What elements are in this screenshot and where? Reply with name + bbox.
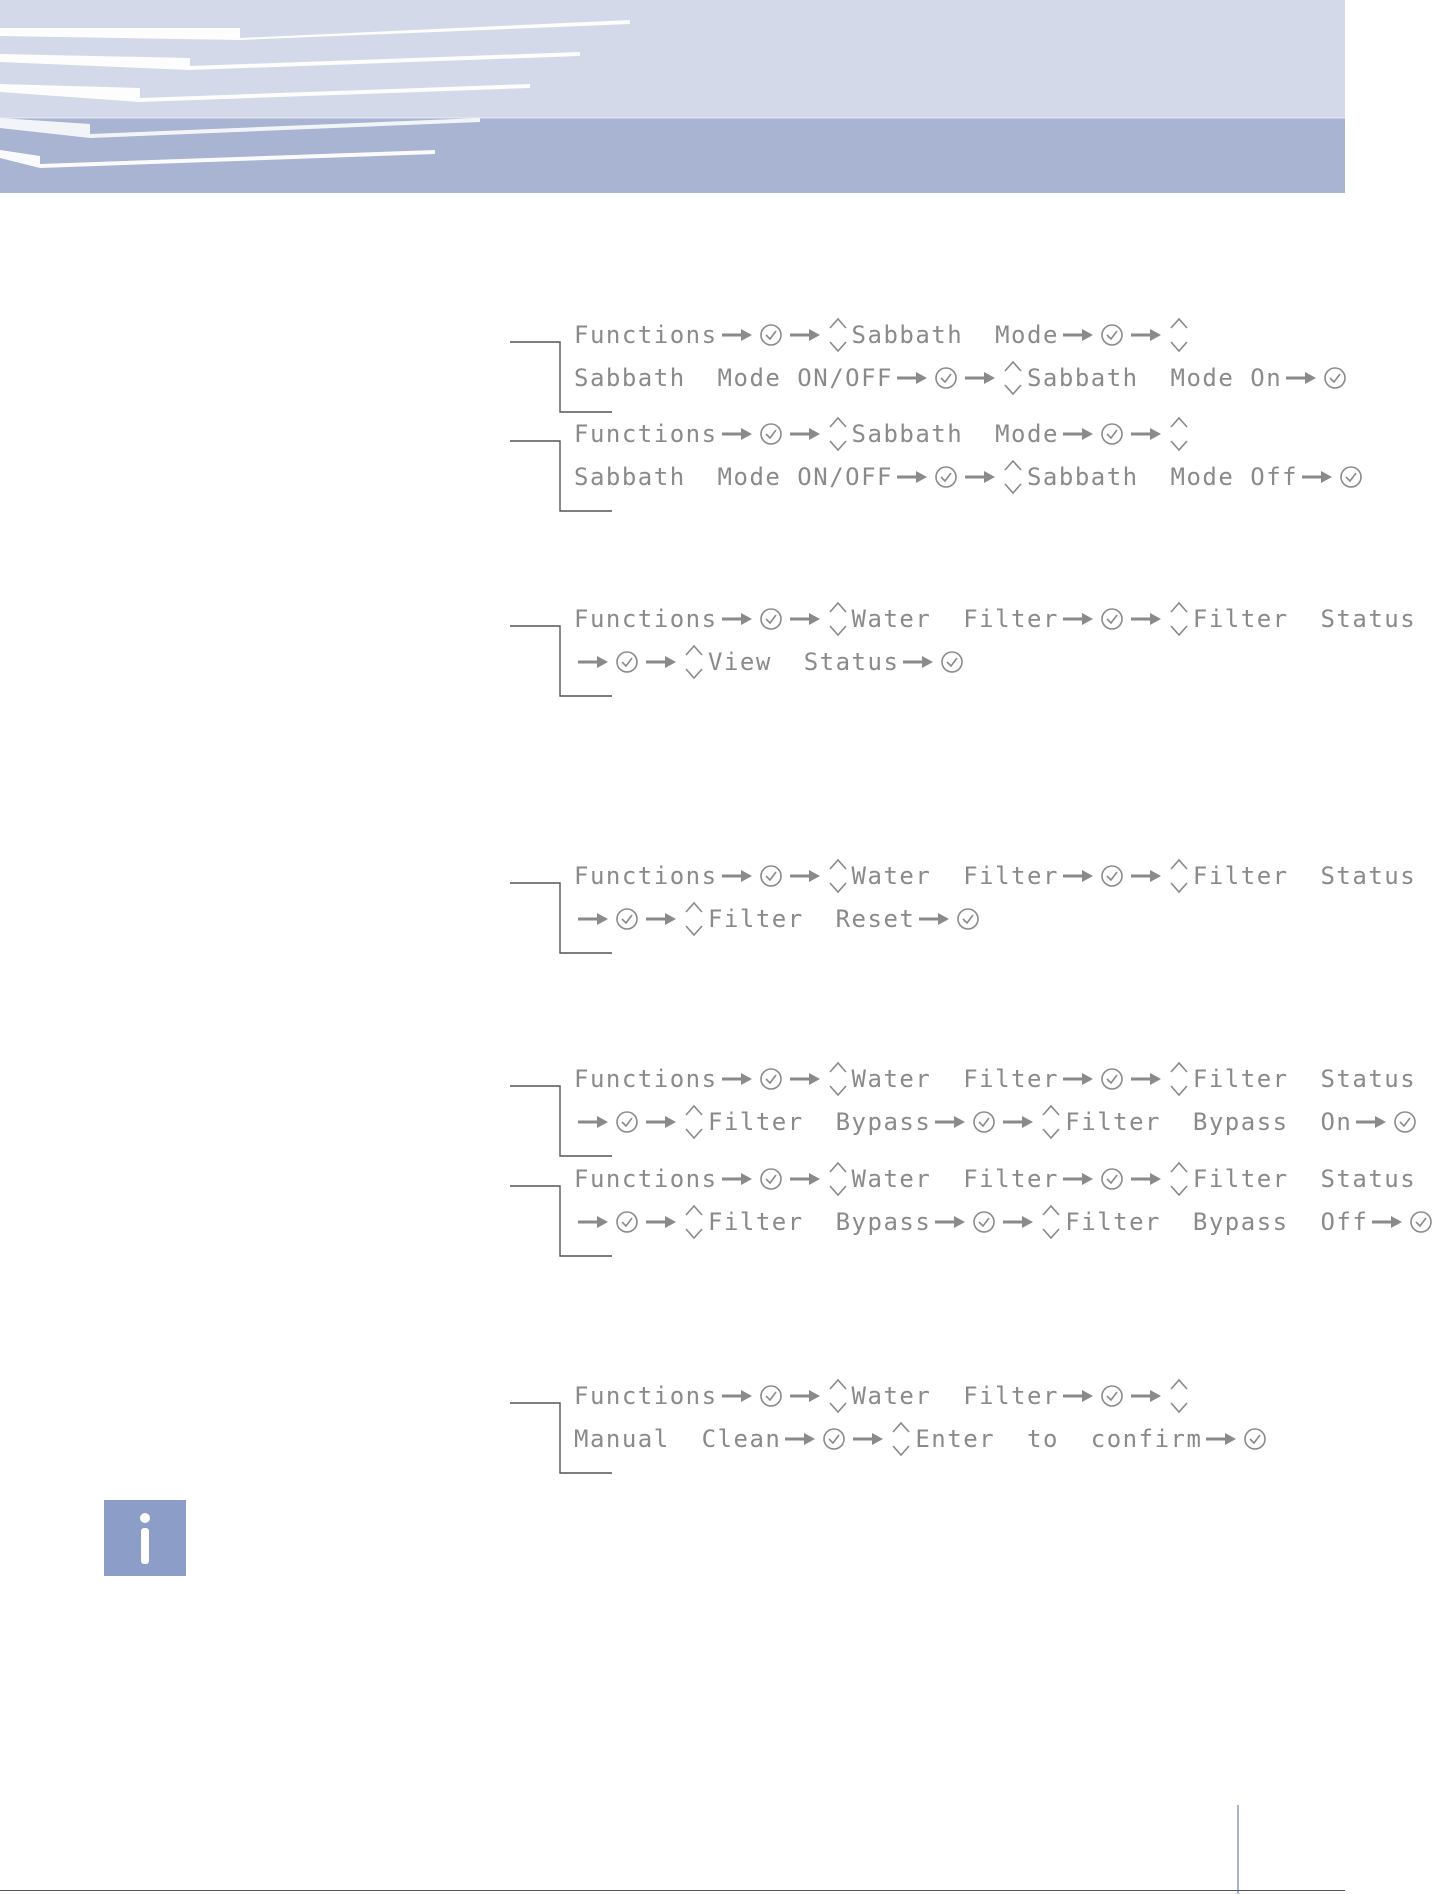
up-down-chevron-icon (1169, 599, 1189, 639)
check-circle-icon (822, 1427, 846, 1451)
up-down-chevron-icon (828, 599, 848, 639)
menu-step-label: Sabbath Mode On (1026, 364, 1283, 392)
instruction-line (574, 649, 967, 675)
arrow-right-icon (645, 655, 677, 669)
arrow-right-icon (1062, 1172, 1094, 1186)
up-down-chevron-icon (684, 642, 704, 682)
instruction-block (510, 407, 1310, 517)
arrow-right-icon (577, 912, 609, 926)
check-circle-icon (759, 422, 783, 446)
instruction-line (574, 863, 1416, 889)
arrow-right-icon (918, 912, 950, 926)
menu-step-label: Functions (574, 1382, 718, 1410)
menu-step-label: Filter Status (1192, 862, 1417, 890)
check-circle-icon (615, 1110, 639, 1134)
check-circle-icon (615, 907, 639, 931)
instruction-block (510, 1152, 1417, 1262)
check-circle-icon (1100, 323, 1124, 347)
arrow-right-icon (852, 1432, 884, 1446)
menu-step-label: Filter Status (1192, 605, 1417, 633)
arrow-right-icon (721, 427, 753, 441)
menu-step-label: Functions (574, 420, 718, 448)
arrow-right-icon (577, 1215, 609, 1229)
up-down-chevron-icon (1041, 1102, 1061, 1142)
menu-step-label: Functions (574, 1065, 718, 1093)
menu-step-label: Filter Bypass (708, 1208, 932, 1236)
arrow-right-icon (577, 655, 609, 669)
arrow-right-icon (1130, 427, 1162, 441)
check-circle-icon (1243, 1427, 1267, 1451)
menu-step-label: Functions (574, 1165, 718, 1193)
menu-step-label: Sabbath Mode Off (1026, 463, 1299, 491)
check-circle-icon (972, 1110, 996, 1134)
arrow-right-icon (1371, 1215, 1403, 1229)
arrow-right-icon (721, 1172, 753, 1186)
check-circle-icon (956, 907, 980, 931)
check-circle-icon (759, 864, 783, 888)
arrow-right-icon (789, 1172, 821, 1186)
check-circle-icon (1100, 1384, 1124, 1408)
up-down-chevron-icon (828, 1376, 848, 1416)
arrow-right-icon (1002, 1215, 1034, 1229)
menu-step-label: Functions (574, 321, 718, 349)
arrow-right-icon (1002, 1115, 1034, 1129)
instruction-block (510, 849, 1417, 959)
arrow-right-icon (789, 1072, 821, 1086)
up-down-chevron-icon (828, 414, 848, 454)
arrow-right-icon (1062, 869, 1094, 883)
up-down-chevron-icon (1169, 1159, 1189, 1199)
up-down-chevron-icon (1169, 1059, 1189, 1099)
instruction-block (510, 1369, 1310, 1479)
check-circle-icon (1393, 1110, 1417, 1134)
arrow-right-icon (964, 470, 996, 484)
check-circle-icon (934, 366, 958, 390)
up-down-chevron-icon (1169, 414, 1189, 454)
check-circle-icon (940, 650, 964, 674)
up-down-chevron-icon (828, 1159, 848, 1199)
instruction-line (574, 365, 1350, 391)
up-down-chevron-icon (1041, 1202, 1061, 1242)
instruction-block (510, 592, 1417, 702)
arrow-right-icon (1285, 371, 1317, 385)
arrow-right-icon (1130, 328, 1162, 342)
arrow-right-icon (789, 869, 821, 883)
check-circle-icon (615, 1210, 639, 1234)
up-down-chevron-icon (684, 1202, 704, 1242)
up-down-chevron-icon (1003, 358, 1023, 398)
up-down-chevron-icon (828, 315, 848, 355)
instruction-block (510, 1052, 1417, 1162)
up-down-chevron-icon (1003, 457, 1023, 497)
arrow-right-icon (789, 328, 821, 342)
instruction-line (574, 1166, 1416, 1192)
arrow-right-icon (645, 912, 677, 926)
arrow-right-icon (721, 1389, 753, 1403)
menu-step-label: Sabbath Mode ON/OFF (574, 364, 893, 392)
menu-step-label: Functions (574, 605, 718, 633)
arrow-right-icon (789, 612, 821, 626)
arrow-right-icon (721, 328, 753, 342)
instruction-line (574, 464, 1366, 490)
instruction-line (574, 421, 1193, 447)
up-down-chevron-icon (828, 856, 848, 896)
check-circle-icon (934, 465, 958, 489)
arrow-right-icon (934, 1215, 966, 1229)
menu-step-label: Filter Status (1192, 1065, 1417, 1093)
instruction-line (574, 1383, 1193, 1409)
check-circle-icon (759, 1384, 783, 1408)
menu-step-label: Sabbath Mode (851, 321, 1059, 349)
up-down-chevron-icon (891, 1419, 911, 1459)
info-icon (104, 1500, 186, 1576)
arrow-right-icon (789, 427, 821, 441)
menu-step-label: Enter to confirm (915, 1425, 1203, 1453)
arrow-right-icon (934, 1115, 966, 1129)
arrow-right-icon (1130, 869, 1162, 883)
instruction-line (574, 322, 1193, 348)
arrow-right-icon (1062, 1389, 1094, 1403)
page-edge-rule (1237, 1805, 1239, 1894)
header-banner (0, 0, 1345, 193)
menu-step-label: Filter Bypass (708, 1108, 932, 1136)
arrow-right-icon (721, 1072, 753, 1086)
menu-step-label: Water Filter (851, 862, 1059, 890)
check-circle-icon (1100, 607, 1124, 631)
instruction-line (574, 1209, 1436, 1235)
instruction-line (574, 606, 1416, 632)
menu-step-label: Water Filter (851, 1065, 1059, 1093)
up-down-chevron-icon (684, 899, 704, 939)
up-down-chevron-icon (828, 1059, 848, 1099)
menu-step-label: Water Filter (851, 1382, 1059, 1410)
menu-step-label: Filter Status (1192, 1165, 1417, 1193)
arrow-right-icon (784, 1432, 816, 1446)
arrow-right-icon (1130, 612, 1162, 626)
menu-step-label: View Status (708, 648, 900, 676)
menu-step-label: Sabbath Mode ON/OFF (574, 463, 893, 491)
arrow-right-icon (1301, 470, 1333, 484)
arrow-right-icon (721, 612, 753, 626)
instruction-line (574, 1109, 1420, 1135)
arrow-right-icon (1130, 1389, 1162, 1403)
check-circle-icon (1339, 465, 1363, 489)
arrow-right-icon (896, 371, 928, 385)
check-circle-icon (759, 1167, 783, 1191)
arrow-right-icon (896, 470, 928, 484)
check-circle-icon (1409, 1210, 1433, 1234)
arrow-right-icon (1062, 328, 1094, 342)
instruction-line (574, 1066, 1416, 1092)
arrow-right-icon (964, 371, 996, 385)
check-circle-icon (759, 607, 783, 631)
up-down-chevron-icon (684, 1102, 704, 1142)
instruction-line (574, 906, 983, 932)
up-down-chevron-icon (1169, 1376, 1189, 1416)
arrow-right-icon (1205, 1432, 1237, 1446)
arrow-right-icon (1062, 612, 1094, 626)
arrow-right-icon (902, 655, 934, 669)
check-circle-icon (1100, 1067, 1124, 1091)
instruction-line (574, 1426, 1270, 1452)
arrow-right-icon (1130, 1172, 1162, 1186)
arrow-right-icon (577, 1115, 609, 1129)
footer-rule (0, 1890, 1345, 1891)
arrow-right-icon (645, 1115, 677, 1129)
check-circle-icon (1100, 864, 1124, 888)
arrow-right-icon (789, 1389, 821, 1403)
menu-step-label: Filter Bypass Off (1065, 1208, 1369, 1236)
arrow-right-icon (1062, 427, 1094, 441)
arrow-right-icon (1355, 1115, 1387, 1129)
instruction-block (510, 308, 1310, 418)
check-circle-icon (972, 1210, 996, 1234)
menu-step-label: Water Filter (851, 605, 1059, 633)
check-circle-icon (1323, 366, 1347, 390)
menu-step-label: Filter Bypass On (1065, 1108, 1353, 1136)
arrow-right-icon (645, 1215, 677, 1229)
arrow-right-icon (721, 869, 753, 883)
check-circle-icon (1100, 1167, 1124, 1191)
check-circle-icon (759, 323, 783, 347)
check-circle-icon (759, 1067, 783, 1091)
menu-step-label: Manual Clean (574, 1425, 782, 1453)
arrow-right-icon (1062, 1072, 1094, 1086)
menu-step-label: Water Filter (851, 1165, 1059, 1193)
up-down-chevron-icon (1169, 856, 1189, 896)
check-circle-icon (1100, 422, 1124, 446)
up-down-chevron-icon (1169, 315, 1189, 355)
menu-step-label: Filter Reset (708, 905, 916, 933)
check-circle-icon (615, 650, 639, 674)
menu-step-label: Sabbath Mode (851, 420, 1059, 448)
arrow-right-icon (1130, 1072, 1162, 1086)
menu-step-label: Functions (574, 862, 718, 890)
